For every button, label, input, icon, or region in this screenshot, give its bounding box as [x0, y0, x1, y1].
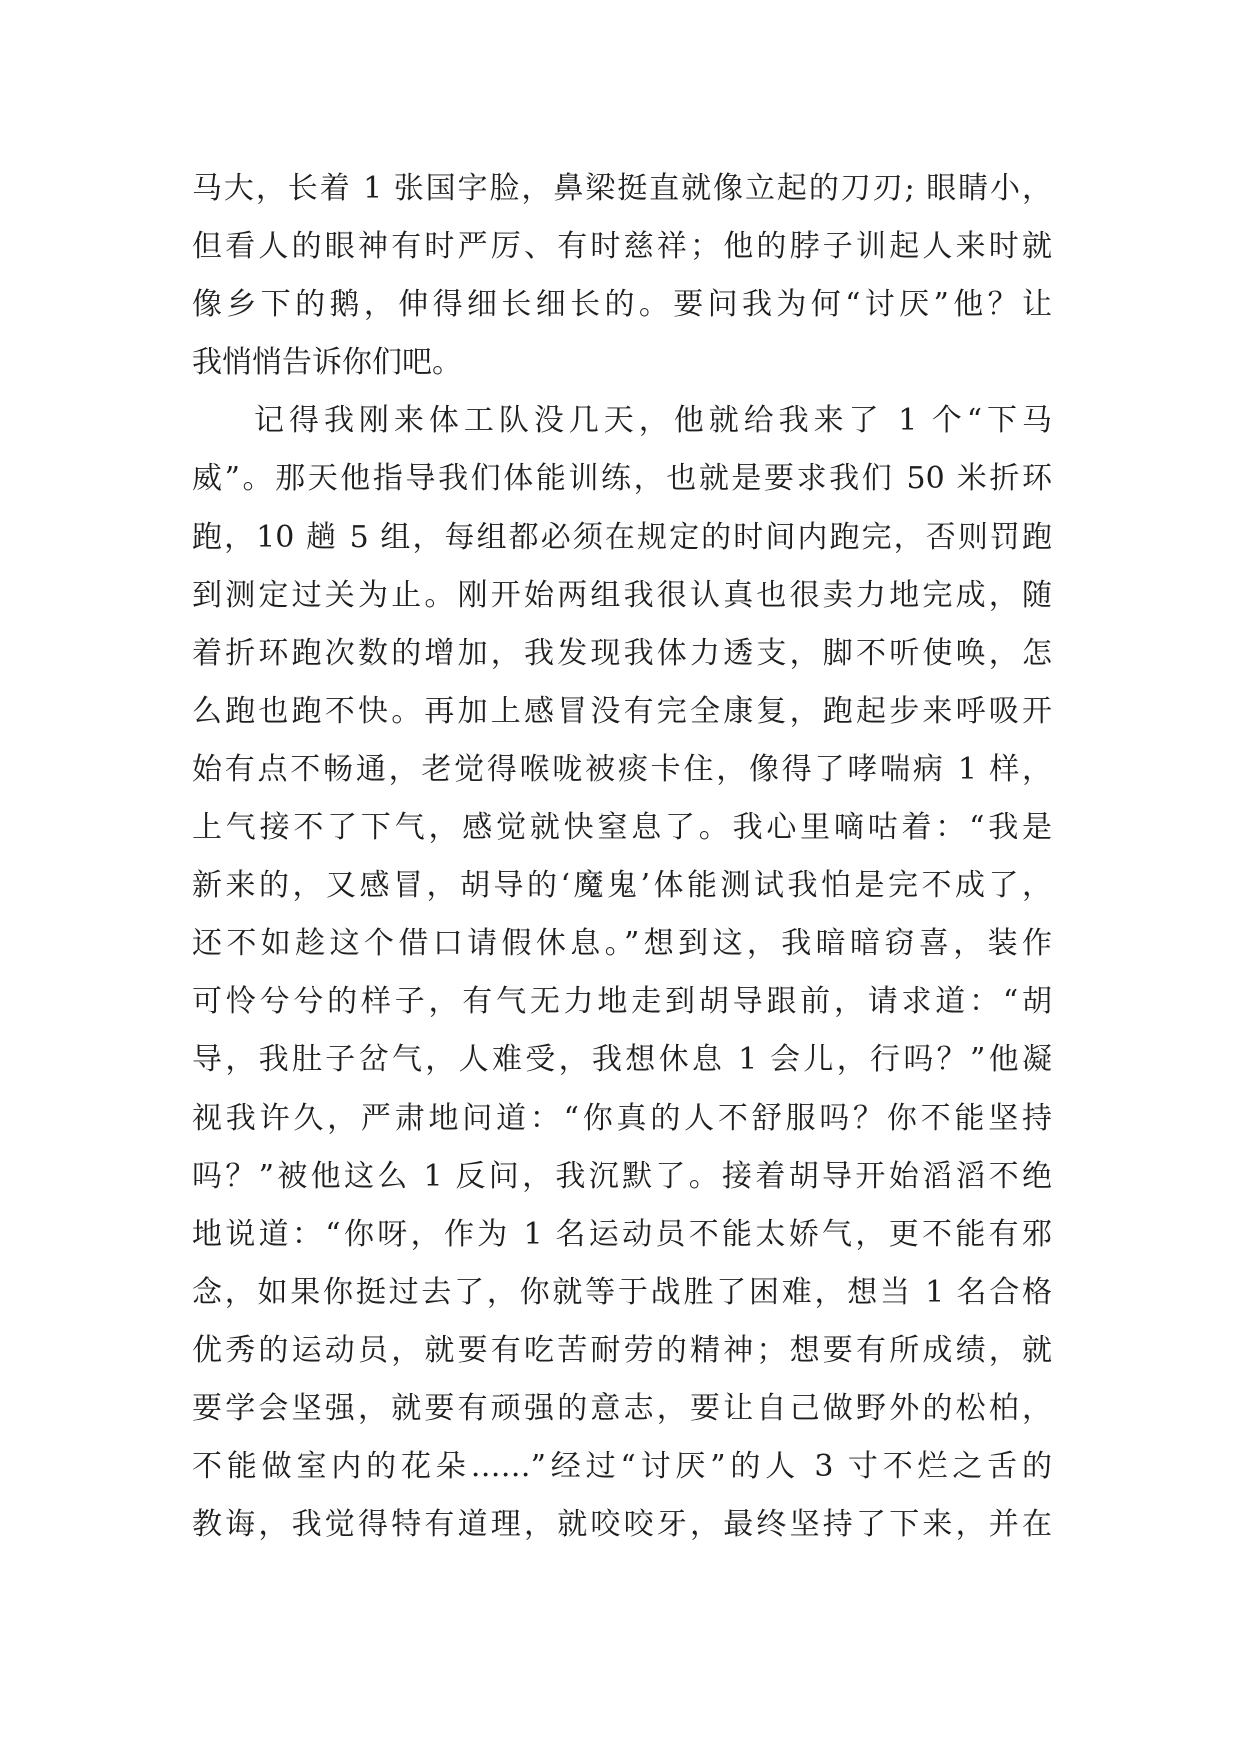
text-line: 优秀的运动员，就要有吃苦耐劳的精神；想要有所成绩，就	[192, 1332, 1052, 1368]
text-line: 但看人的眼神有时严厉、有时慈祥；他的脖子训起人来时就	[192, 229, 1052, 265]
text-line: 教诲，我觉得特有道理，就咬咬牙，最终坚持了下来，并在	[192, 1507, 1052, 1543]
text-line: 马大，长着 1 张国字脸，鼻梁挺直就像立起的刀刃; 眼睛小，	[192, 171, 1052, 206]
text-line: 还不如趁这个借口请假休息。”想到这，我暗暗窃喜，装作	[192, 926, 1052, 962]
text-line: 视我许久，严肃地问道：“你真的人不舒服吗？你不能坚持	[192, 1100, 1052, 1136]
body-text	[192, 160, 1052, 1554]
text-line: 跑，10 趟 5 组，每组都必须在规定的时间内跑完，否则罚跑	[192, 519, 1052, 555]
text-line: 我悄悄告诉你们吧。	[192, 345, 462, 381]
text-line: 新来的，又感冒，胡导的‘魔鬼’体能测试我怕是完不成了，	[192, 868, 1052, 904]
text-line: 导，我肚子岔气，人难受，我想休息 1 会儿，行吗？”他凝	[192, 1042, 1052, 1078]
text-line: 可怜兮兮的样子，有气无力地走到胡导跟前，请求道：“胡	[192, 984, 1052, 1020]
text-line: 么跑也跑不快。再加上感冒没有完全康复，跑起步来呼吸开	[192, 693, 1052, 729]
text-line: 要学会坚强，就要有顽强的意志，要让自己做野外的松柏，	[192, 1390, 1052, 1426]
text-line: 到测定过关为止。刚开始两组我很认真也很卖力地完成，随	[192, 577, 1052, 613]
text-line: 威”。那天他指导我们体能训练，也就是要求我们 50 米折环	[192, 461, 1052, 497]
text-line: 不能做室内的花朵……”经过“讨厌”的人 3 寸不烂之舌的	[192, 1449, 1052, 1485]
text-line: 上气接不了下气，感觉就快窒息了。我心里嘀咕着：“我是	[192, 810, 1052, 846]
text-line: 像乡下的鹅，伸得细长细长的。要问我为何“讨厌”他？让	[192, 287, 1052, 323]
text-line: 吗？”被他这么 1 反问，我沉默了。接着胡导开始滔滔不绝	[192, 1158, 1052, 1194]
text-line: 地说道：“你呀，作为 1 名运动员不能太娇气，更不能有邪	[192, 1216, 1052, 1252]
text-line: 着折环跑次数的增加，我发现我体力透支，脚不听使唤，怎	[192, 635, 1052, 671]
paragraph-first-line: 记得我刚来体工队没几天，他就给我来了 1 个“下马	[254, 403, 1052, 439]
text-line: 念，如果你挺过去了，你就等于战胜了困难，想当 1 名合格	[192, 1274, 1052, 1310]
text-line: 始有点不畅通，老觉得喉咙被痰卡住，像得了哮喘病 1 样，	[192, 751, 1052, 787]
